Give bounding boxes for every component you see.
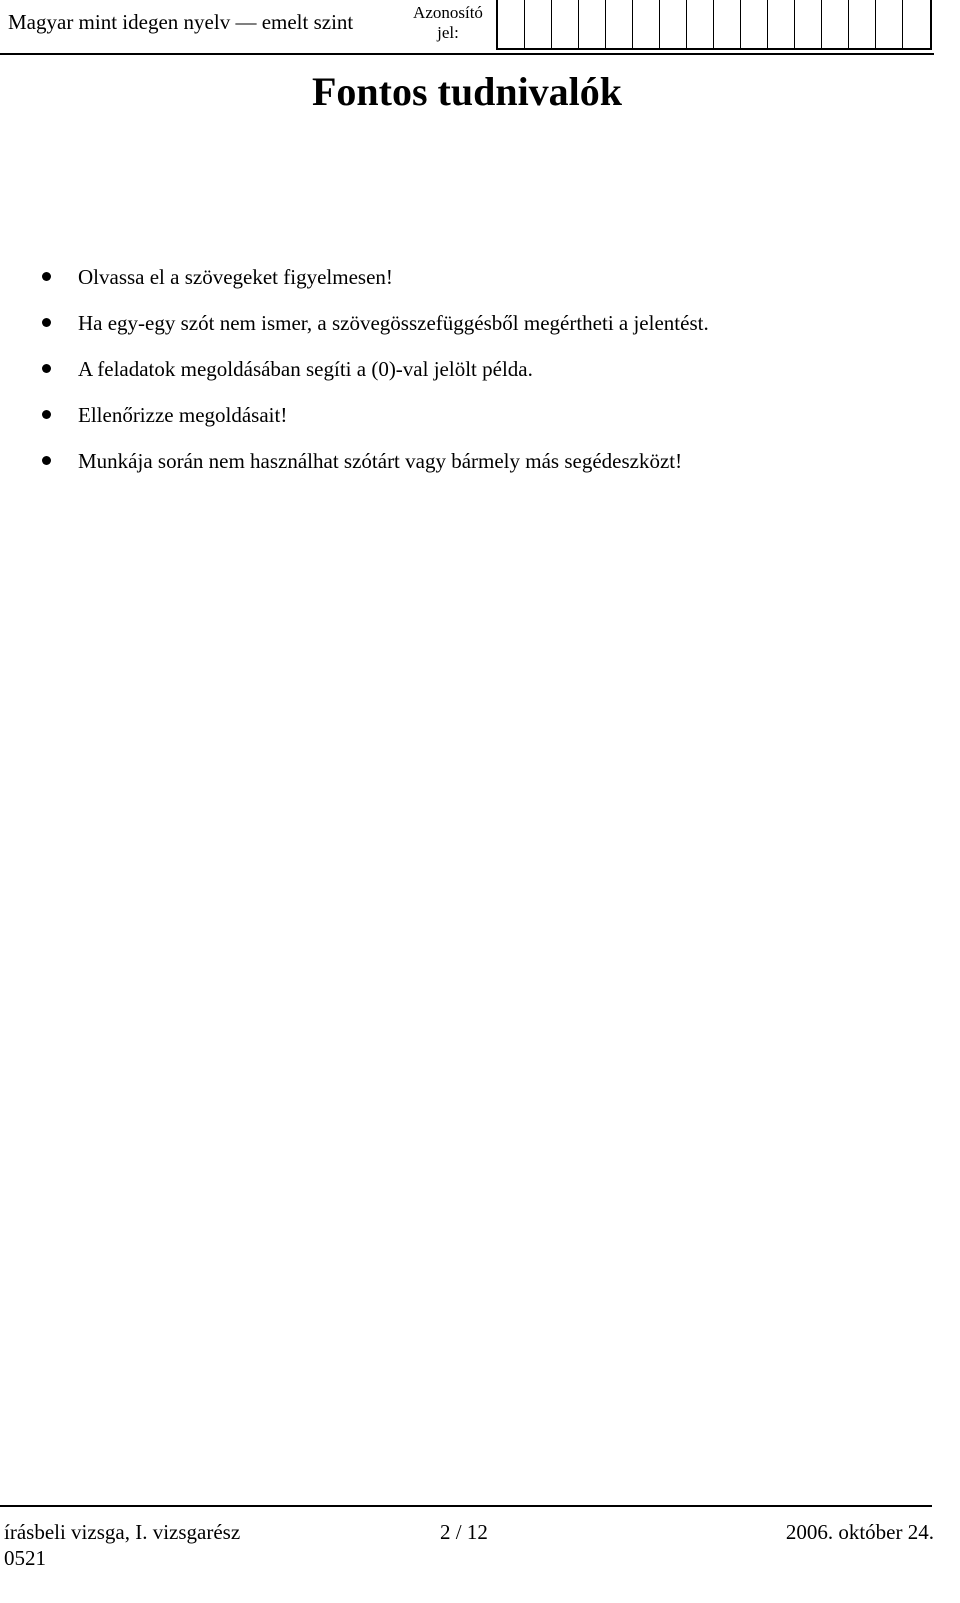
bullet-icon [42, 272, 51, 281]
footer-divider [0, 1505, 932, 1507]
bullet-icon [42, 318, 51, 327]
list-item [0, 308, 934, 338]
footer-exam-part: írásbeli vizsga, I. vizsgarész [4, 1520, 241, 1544]
page-header [0, 0, 960, 58]
id-label-line2: jel: [437, 23, 459, 42]
list-item [0, 262, 934, 292]
page-title: Fontos tudnivalók [311, 69, 623, 114]
id-box [687, 0, 714, 48]
id-box [552, 0, 579, 48]
bullet-icon [42, 364, 51, 373]
id-box [849, 0, 876, 48]
bullet-icon [42, 456, 51, 465]
id-box [660, 0, 687, 48]
id-box [795, 0, 822, 48]
id-box [903, 0, 930, 48]
header-title: Magyar mint idegen nyelv — emelt szint [8, 10, 354, 34]
id-box [579, 0, 606, 48]
id-box [633, 0, 660, 48]
footer-date: 2006. október 24. [785, 1520, 934, 1544]
instruction-text: Ha egy-egy szót nem ismer, a szövegösszefüggésből megértheti a jelentést. [78, 311, 709, 335]
id-box [822, 0, 849, 48]
instruction-text: A feladatok megoldásában segíti a (0)-val jelölt példa. [78, 357, 533, 381]
id-box [525, 0, 552, 48]
footer-code: 0521 [4, 1546, 46, 1570]
instructions-list [0, 262, 934, 492]
id-box [741, 0, 768, 48]
header-divider [0, 53, 934, 55]
id-box [606, 0, 633, 48]
instruction-text: Ellenőrizze megoldásait! [78, 403, 288, 427]
id-box [768, 0, 795, 48]
list-item [0, 354, 934, 384]
instruction-text: Olvassa el a szövegeket figyelmesen! [78, 265, 393, 289]
list-item [0, 400, 934, 430]
list-item [0, 446, 934, 476]
id-box [714, 0, 741, 48]
id-boxes [496, 0, 932, 50]
id-box [498, 0, 525, 48]
instruction-text: Munkája során nem használhat szótárt vagy bármely más segédeszközt! [78, 449, 683, 473]
id-box [876, 0, 903, 48]
id-label-line1: Azonosító [413, 3, 483, 22]
id-label [405, 3, 491, 43]
bullet-icon [42, 410, 51, 419]
footer-page-number: 2 / 12 [440, 1520, 488, 1544]
